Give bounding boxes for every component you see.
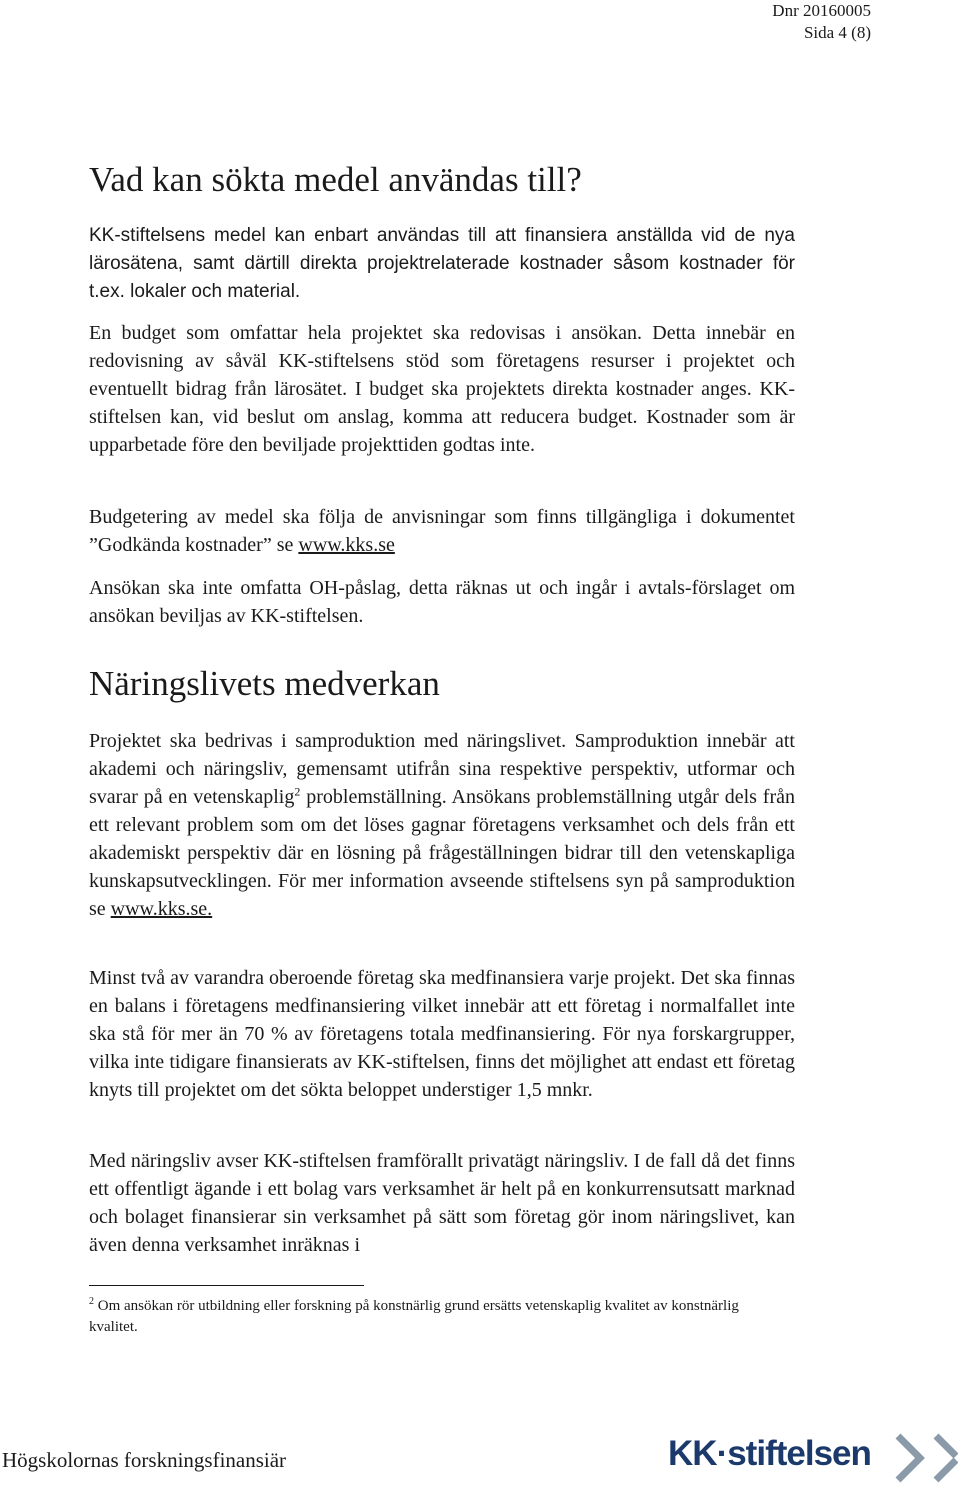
document-number: Dnr 20160005 xyxy=(772,1,871,20)
section-heading-funding-use: Vad kan sökta medel användas till? xyxy=(89,160,582,199)
coproduction-text-b: problemställning. Ansökans problemställning utgår dels från ett relevant problem som om det löses gagnar företagens verksamhet och dels från ett akademiskt perspektiv där en lösning på frågeställningen bidrar till den vetenskapliga kunskapsutvecklingen. För mer information avseende stiftelsens syn på samproduktion se xyxy=(89,786,795,920)
logo-dot: · xyxy=(716,1434,728,1473)
page-number: Sida 4 (8) xyxy=(803,23,871,42)
budget-guidelines-text: Budgetering av medel ska följa de anvisningar som finns tillgängliga i dokumentet ”Godkända kostnader” se xyxy=(89,506,795,556)
kk-stiftelsen-logo xyxy=(668,1432,958,1484)
section-heading-industry: Näringslivets medverkan xyxy=(89,664,440,703)
chevron-icon xyxy=(894,1432,958,1484)
logo-kk: KK xyxy=(668,1434,717,1473)
coproduction-text-a: Projektet ska bedrivas i samproduktion med näringslivet. Samproduktion innebär att akademi och näringsliv, gemensamt utifrån sina respektive perspektiv, utformar och svarar på en vetenskaplig xyxy=(89,730,795,808)
footer-tagline: Högskolornas forskningsfinansiär xyxy=(2,1448,287,1472)
footnote-reference[interactable]: 2 xyxy=(294,784,301,799)
kks-link-coproduction[interactable]: www.kks.se. xyxy=(110,898,213,920)
footnote-text: Om ansökan rör utbildning eller forskning på konstnärlig grund ersätts vetenskaplig kvalitet av konstnärlig kvalitet. xyxy=(89,1298,739,1335)
footnote-number: 2 xyxy=(89,1296,94,1307)
logo-wordmark xyxy=(668,1432,871,1476)
paragraph-coproduction xyxy=(89,727,795,923)
kks-link[interactable]: www.kks.se xyxy=(298,534,395,556)
paragraph-funding-scope: KK-stiftelsens medel kan enbart användas till att finansiera anställda vid de nya lärosätena, samt därtill direkta projektrelaterade kostnader såsom kostnader för t.ex. lokaler och material. xyxy=(89,225,795,302)
footnote-separator xyxy=(89,1285,364,1286)
paragraph-budget-guidelines xyxy=(89,503,795,559)
paragraph-overhead: Ansökan ska inte omfatta OH-påslag, detta räknas ut och ingår i avtals-förslaget om ansökan beviljas av KK-stiftelsen. xyxy=(89,577,795,627)
paragraph-budget: En budget som omfattar hela projektet ska redovisas i ansökan. Detta innebär en redovisning av såväl KK-stiftelsens stöd som företagens resurser i projektet och eventuellt bidrag från lärosätet. I budget ska projektets direkta kostnader anges. KK-stiftelsen kan, vid beslut om anslag, komma att reducera budget. Kostnader som är upparbetade före den beviljade projekttiden godtas inte. xyxy=(89,322,795,456)
footnote xyxy=(89,1296,789,1338)
logo-stiftelsen: stiftelsen xyxy=(727,1434,871,1473)
paragraph-industry-definition: Med näringsliv avser KK-stiftelsen framförallt privatägt näringsliv. I de fall då det finns ett offentligt ägande i ett bolag vars verksamhet är helt på en konkurrensutsatt marknad och bolaget finansierar sin verksamhet på sätt som företag gör inom näringslivet, kan även denna verksamhet inräknas i xyxy=(89,1150,795,1256)
page-header xyxy=(772,0,871,44)
paragraph-cofunding: Minst två av varandra oberoende företag ska medfinansiera varje projekt. Det ska finnas en balans i företagens medfinansiering vilket innebär att ett företag i normalfallet inte ska stå för mer än 70 % av företagens totala medfinansiering. För nya forskargrupper, vilka inte tidigare finansierats av KK-stiftelsen, finns det möjlighet att endast ett företag knyts till projektet om det sökta beloppet understiger 1,5 mnkr. xyxy=(89,967,795,1101)
